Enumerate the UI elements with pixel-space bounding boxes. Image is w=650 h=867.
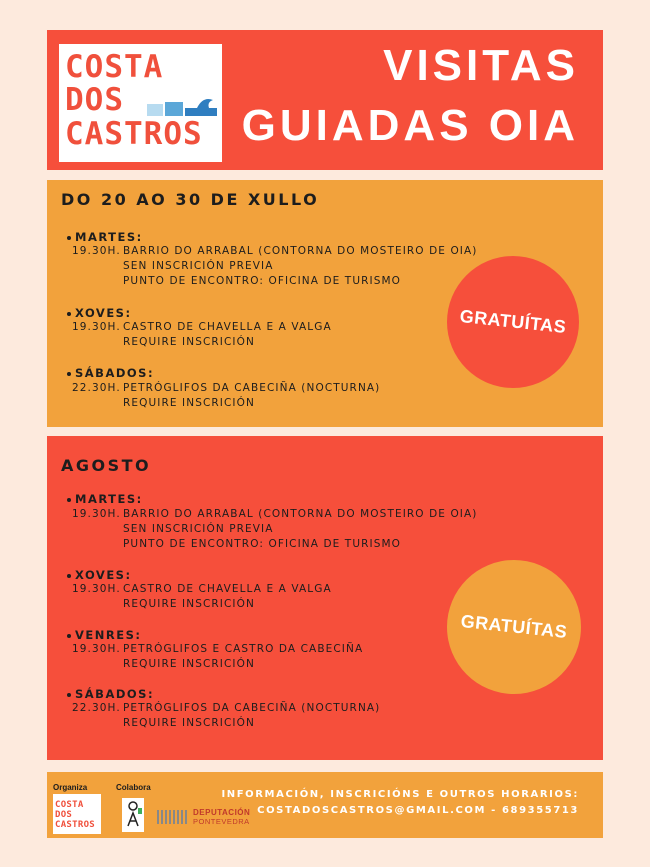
info-line-1: INFORMACIÓN, INSCRICIÓNS E OUTROS HORARIOS: (221, 789, 579, 800)
time-text: 19.30H. (72, 583, 121, 595)
day-label-text: XOVES: (75, 306, 132, 320)
bullet-icon (67, 236, 71, 240)
detail-text: SEN INSCRICIÓN PREVIA (123, 523, 274, 535)
detail-text: REQUIRE INSCRICIÓN (123, 598, 255, 610)
day-label (67, 687, 154, 701)
logo-line-2: DOS (65, 82, 124, 118)
title-line-1: VISITAS (383, 41, 579, 90)
time-text: 19.30H. (72, 321, 121, 333)
day-label (67, 568, 132, 582)
day-label-text: MARTES: (75, 230, 143, 244)
detail-text: CASTRO DE CHAVELLA E A VALGA (123, 321, 332, 333)
section-title: DO 20 AO 30 DE XULLO (61, 190, 320, 209)
gratuitas-badge (447, 560, 581, 694)
day-label-text: VENRES: (75, 628, 142, 642)
mini-logo-line: COSTA (55, 800, 84, 810)
header-banner (47, 30, 603, 170)
day-label (67, 628, 141, 642)
time-text: 19.30H. (72, 245, 121, 257)
time-text: 19.30H. (72, 508, 121, 520)
time-text: 19.30H. (72, 643, 121, 655)
mini-logo-line: DOS (55, 810, 73, 820)
day-label-text: MARTES: (75, 492, 143, 506)
bullet-icon (67, 634, 71, 638)
badge-text: GRATUÍTAS (458, 305, 568, 338)
mini-costa-logo (53, 794, 101, 834)
detail-text: REQUIRE INSCRICIÓN (123, 658, 255, 670)
detail-text: PUNTO DE ENCONTRO: OFICINA DE TURISMO (123, 538, 401, 550)
detail-text: PUNTO DE ENCONTRO: OFICINA DE TURISMO (123, 275, 401, 287)
day-label-text: SÁBADOS: (75, 687, 155, 701)
detail-text: BARRIO DO ARRABAL (CONTORNA DO MOSTEIRO DE OIA) (123, 508, 478, 520)
mini-logo-line: CASTROS (55, 820, 96, 830)
detail-text: SEN INSCRICIÓN PREVIA (123, 260, 274, 272)
bullet-icon (67, 312, 71, 316)
costa-dos-castros-logo (59, 44, 222, 162)
deputacion-name: DEPUTACIÓN (193, 808, 251, 817)
deputacion-sub: PONTEVEDRA (193, 817, 250, 826)
detail-text: REQUIRE INSCRICIÓN (123, 717, 255, 729)
deputacion-emblem-icon (157, 810, 189, 824)
organiza-label: Organiza (53, 783, 88, 792)
title-line-2: GUIADAS OIA (241, 101, 579, 150)
detail-text: BARRIO DO ARRABAL (CONTORNA DO MOSTEIRO DE OIA) (123, 245, 478, 257)
gratuitas-badge (447, 256, 579, 388)
section-xullo (47, 180, 603, 427)
detail-text: PETRÓGLIFOS DA CABECIÑA (NOCTURNA) (123, 702, 381, 714)
detail-text: PETRÓGLIFOS DA CABECIÑA (NOCTURNA) (123, 382, 381, 394)
detail-text: CASTRO DE CHAVELLA E A VALGA (123, 583, 332, 595)
day-label-text: XOVES: (75, 568, 132, 582)
day-label (67, 230, 143, 244)
day-label (67, 366, 154, 380)
day-label (67, 492, 143, 506)
colabora-label: Colabora (116, 783, 151, 792)
detail-text: REQUIRE INSCRICIÓN (123, 336, 255, 348)
time-text: 22.30H. (72, 702, 121, 714)
bullet-icon (67, 574, 71, 578)
section-agosto (47, 436, 603, 760)
day-label (67, 306, 132, 320)
logo-line-1: COSTA (65, 49, 164, 85)
bullet-icon (67, 372, 71, 376)
bullet-icon (67, 498, 71, 502)
footer-banner (47, 772, 603, 838)
oia-logo-icon (122, 798, 144, 832)
detail-text: PETRÓGLIFOS E CASTRO DA CABECIÑA (123, 643, 364, 655)
contact-line: COSTADOSCASTROS@GMAIL.COM - 689355713 (257, 805, 579, 816)
bullet-icon (67, 693, 71, 697)
day-label-text: SÁBADOS: (75, 366, 155, 380)
waves-icon (147, 94, 217, 116)
logo-line-3: CASTROS (65, 116, 203, 152)
detail-text: REQUIRE INSCRICIÓN (123, 397, 255, 409)
time-text: 22.30H. (72, 382, 121, 394)
badge-text: GRATUÍTAS (459, 610, 569, 643)
section-title: AGOSTO (61, 456, 152, 475)
